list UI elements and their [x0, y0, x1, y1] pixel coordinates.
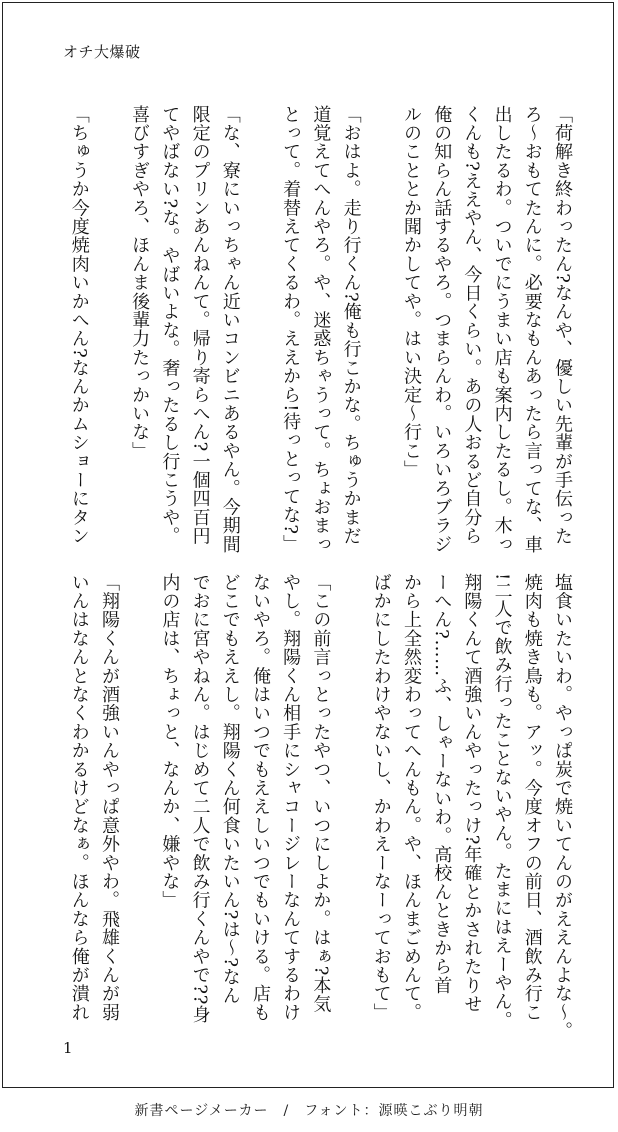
text-column: くんも?ええやん、今日くらい。あの人おるど自分ら — [461, 105, 483, 546]
text-column: 「ちゅうか今度焼肉いかへん?なんかムショーにタン — [68, 105, 90, 546]
text-column: 焼肉も焼き鳥も。アッ。今度オフの前日、酒飲み行こ — [521, 573, 543, 1022]
page-number: 1 — [63, 1039, 73, 1057]
text-column: でおに宮やねん。はじめて二人で飲み行くんやで??身 — [189, 573, 211, 1024]
text-column: 俺の知らん話するやろ。つまらんわ。いろいろブラジ — [431, 105, 453, 554]
text-column: ないやろ。俺はいつでもええしいつでもいける。店も — [249, 573, 271, 1022]
blank-column — [366, 105, 396, 545]
text-column: 「おはよ。走り行くん?俺も行こかな。ちゅうかまだ — [340, 105, 362, 546]
text-column: 翔陽くんて酒強いんやったっけ?年確とかされたりせ — [461, 573, 483, 1014]
text-column: ろ〜おもてたんに。必要なもんあったら言ってな、車 — [521, 105, 543, 554]
text-column: 内の店は、ちょっと、なんか、嫌やな」 — [159, 573, 181, 910]
text-column: 出したるわ。ついでにうまい店も案内したるし。木っ — [491, 105, 513, 554]
text-column: ばかにしたわけやないし、かわえーなーっておもて」 — [370, 573, 392, 1022]
text-column: 「な、寮にいっちゃん近いコンビニあるやん。今期間 — [219, 105, 241, 554]
text-column: てやばない?な。やばいよな。奢ったるし行こうや。 — [159, 105, 181, 546]
text-column: ルのこととか聞かしてや。はい決定〜行こ」 — [400, 105, 422, 479]
text-column: 喜びすぎやろ、ほんま後輩力たっかいな」 — [129, 105, 151, 461]
text-column: ーへん?……ふ、しゃーないわ。高校んときから首 — [431, 573, 453, 995]
text-column: 「この前言っとったやつ、いつにしよか。はぁ?本気 — [310, 573, 332, 1014]
text-column: から上全然変わってへんもん。や、ほんまごめんて。 — [400, 573, 422, 1022]
text-column: 限定のプリンあんねんて。帰り寄らへん?一個四百円 — [189, 105, 211, 546]
footer-credit: 新書ページメーカー / フォント：源暎こぶり明朝 — [134, 1103, 484, 1119]
text-column: 「翔陽くんが酒強いんやっぱ意外やわ。飛雄くんが弱 — [98, 573, 120, 1022]
text-block-bottom — [64, 573, 577, 1041]
blank-column — [245, 105, 275, 545]
text-column: どこでもええし。翔陽くん何食いたいん?は〜?なん — [219, 573, 241, 1006]
text-column: 「荷解き終わったん?なんや、優しい先輩が手伝った — [552, 105, 573, 546]
blank-column — [124, 573, 154, 1013]
page-frame — [2, 2, 614, 1088]
blank-column — [335, 573, 365, 1013]
text-column: !二人で飲み行ったことないやん。たまにはえーやん。 — [491, 573, 513, 1030]
text-column: 塩食いたいわ。やっぱ炭で焼いてんのがええんよな〜。 — [552, 573, 573, 1041]
text-block-top — [64, 105, 577, 554]
page-title: オチ大爆破 — [63, 43, 141, 61]
blank-column — [94, 105, 124, 545]
text-column: やし。翔陽くん相手にシャコージレーなんてするわけ — [280, 573, 302, 1022]
text-column: 道覚えてへんやろ。や、迷惑ちゃうって。ちょおまっ — [310, 105, 332, 554]
text-column: いんはなんとなくわかるけどなぁ。ほんなら俺が潰れ — [68, 573, 90, 1022]
text-column: とって。着替えてくるわ。ええから!待っとってな?」 — [280, 105, 302, 554]
